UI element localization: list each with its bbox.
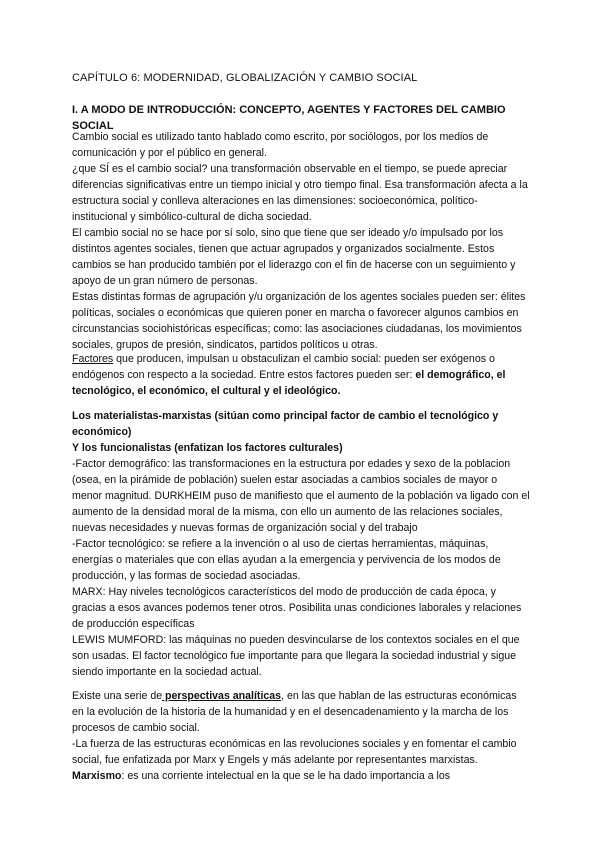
section-heading-introduction: I. A MODO DE INTRODUCCIÓN: CONCEPTO, AGENTES Y FACTORES DEL CAMBIO SOCIAL (72, 104, 506, 132)
paragraph-marx: MARX: Hay niveles tecnológicos característicos del modo de producción de cada época, y gracias a esos avances podemos tener otros. Posibilita unas condiciones laborales y relaciones de producción específicas (72, 586, 522, 630)
paragraph-factor-tecnologico: -Factor tecnológico: se refiere a la invención o al uso de ciertas herramientas, máquinas, energías o materiales que con ellas ayudan a la emergencia y pervivencia de los modos de producción, y las formas de sociedad asociadas. (72, 538, 501, 582)
perspectives-intro-post: , en las que hablan de las estructuras económicas en la evolución de la historia de la humanidad y en el desencadenamiento y la marcha de los procesos de cambio social. (72, 690, 517, 734)
paragraph-marx-engels: -La fuerza de las estructuras económicas en las revoluciones sociales y en fomentar el cambio social, fue enfatizada por Marx y Engels y más adelante por representantes marxistas. (72, 738, 517, 766)
chapter-title: CAPÍTULO 6: MODERNIDAD, GLOBALIZACIÓN Y CAMBIO SOCIAL (72, 72, 418, 84)
paragraph: ¿que SÍ es el cambio social? una transformación observable en el tiempo, se puede apreciar diferencias significativas entre un tiempo inicial y otro tiempo final. Esa transformación afecta a la estructura social y conlleva alteraciones en las dimensiones: socioeconómica, político-institucional y simbólico-cultural de dicha sociedad. (72, 163, 528, 223)
factors-section (72, 408, 530, 680)
perspectives-section (72, 688, 530, 784)
subheading-materialistas: Los materialistas-marxistas (sitúan como principal factor de cambio el tecnológico y económico) (72, 410, 499, 438)
paragraph: Cambio social es utilizado tanto hablado como escrito, por sociólogos, por los medios de comunicación y por el público en general. (72, 131, 489, 159)
paragraph-factor-demografico: -Factor demográfico: las transformaciones en la estructura por edades y sexo de la poblacion (osea, en la pirámide de población) suelen estar asociadas a cambios sociales de mayor o menor magnitud. DURKHEIM puso de manifiesto que el aumento de la población va ligado con el aumento de la densidad moral de la misma, con ello un aumento de las relaciones sociales, nuevas necesidades y nuevas formas de organización social y del trabajo (72, 458, 530, 534)
factores-term: Factores (72, 353, 114, 365)
perspectivas-term: perspectivas analíticas (162, 690, 282, 702)
marxismo-term: Marxismo (72, 770, 122, 782)
paragraph: Estas distintas formas de agrupación y/u organización de los agentes sociales pueden ser: élites políticas, sociales o económicas que quieren poner en marcha o favorecer algunos cambios en circunstancias sociohistóricas específicas; como: las asociaciones ciudadanas, los movimientos sociales, grupos de presión, sindicatos, partidos políticos u otras. (72, 291, 526, 351)
factores-list: el demográfico, el tecnológico, el económico, el cultural y el ideológico. (72, 369, 506, 397)
paragraph-mumford: LEWIS MUMFORD: las máquinas no pueden desvincularse de los contextos sociales en el que son usadas. El factor tecnológico fue importante para que llegara la sociedad industrial y sigue siendo importante en la sociedad actual. (72, 634, 520, 678)
marxismo-definition: : es una corriente intelectual en la que se le ha dado importancia a los (121, 770, 451, 782)
introduction-body (72, 129, 530, 353)
perspectives-intro-pre: Existe una serie de (72, 690, 163, 702)
subheading-funcionalistas: Y los funcionalistas (enfatizan los factores culturales) (72, 442, 343, 454)
factores-paragraph (72, 351, 530, 399)
paragraph: El cambio social no se hace por sí solo, sino que tiene que ser ideado y/o impulsado por los distintos agentes sociales, tienen que actuar agrupados y organizados socialmente. Estos cambios se han producido también por el liderazgo con el fin de hacerse con un seguimiento y apoyo de un gran número de personas. (72, 227, 516, 287)
factores-text: que producen, impulsan u obstaculizan el cambio social: pueden ser exógenos o endógenos con respecto a la sociedad. Entre estos factores pueden ser: (72, 353, 495, 381)
